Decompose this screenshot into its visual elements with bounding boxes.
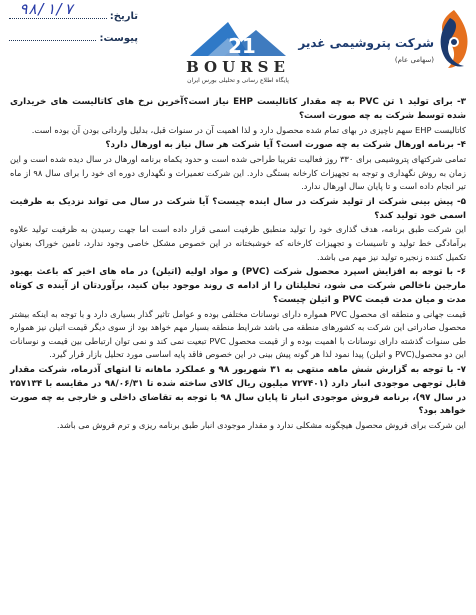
ghadir-logo-icon (436, 8, 472, 72)
answer-7: این شرکت برای فروش محصول هیچگونه مشکلی ندارد و مقدار موجودی انبار طبق برنامه ریزی و ترم فروش می باشد. (56, 420, 466, 431)
date-value: ۹۸/۱/۷ (19, 0, 74, 18)
question-4: ۴- برنامه اورهال شرکت به چه صورت است؟ آیا شرکت هر سال نیاز به اورهال دارد؟ (105, 140, 466, 151)
exchange-logo-word: BOURSE (186, 58, 290, 76)
answer-3: کاتالیست EHP سهم ناچیزی در بهای تمام شده محصول دارد و لذا اهمیت آن در سنوات قبل، بدلیل وارداتی بودن آن بوده است. (31, 124, 466, 135)
question-3: ۳- برای تولید ۱ تن PVC به چه مقدار کاتالیست EHP نیاز است؟آخرین نرخ های کاتالیست های خریداری شده توسط شرکت به چه صورت است؟ (10, 97, 466, 121)
question-7: ۷- با توجه به گزارش شش ماهه منتهی به ۳۱ شهریور ۹۸ و عملکرد ماهانه تا انتهای آذرماه، شرکت مقدار قابل توجهی موجودی انبار دارد (۷۲۷۴۰۱ میلیون ریال کالای ساخته شده تا ۹۸/۰۶/۳۱ در مقایسه با ۲۵۷۱۳۴ در سال ۹۷)، برنامه فروش موجودی انبار تا پایان سال ۹۸ با توجه به تقاضای داخلی و خارجی به چه صورت خواهد بود؟ (10, 364, 466, 417)
attachment-line (9, 26, 96, 41)
question-6: ۶- با توجه به افزایش اسپرد محصول شرکت (PVC) و مواد اولیه (اتیلن) در ماه های اخیر که باعث بهبود مارجین ناخالص شرکت می شود، تحلیلتان را از ادامه ی روند موجود بیان کنید، برآوردتان از آینده ی کوتاه مدت و میان مدت قیمت PVC و اتیلن چیست؟ (10, 267, 467, 305)
letter-meta (6, 0, 138, 48)
answer-6: قیمت جهانی و منطقه ای محصول PVC همواره دارای نوسانات مختلفی بوده و عوامل تاثیر گذار بسیاری دارد و با توجه به اینکه بیشتر محصول صادراتی این شرکت به کشورهای منطقه می باشد شرایط منطقه بسیار مهم خواهد بود از سوی دیگر قیمت اتیلن نیز همواره طی سنوات گذشته دارای نوسانات با اهمیت بوده و از قیمت محصول PVC تبعیت نمی کند و نمی توان ارتباطی بین قیمت و نوسانات این دو محصول(PVC و اتیلن) پیدا نمود لذا هر گونه پیش بینی در این خصوص فاقد پایه اساسی مورد تحلیل بازار قرار گیرد. (10, 308, 466, 360)
attachment-row (6, 26, 138, 48)
exchange-logo-number: 21 (228, 34, 256, 58)
exchange-logo (150, 20, 326, 90)
attachment-label: پیوست: (99, 33, 138, 44)
company-block (298, 6, 474, 86)
date-label: تاریخ: (109, 11, 138, 22)
answer-5: این شرکت طبق برنامه، هدف گذاری خود را تولید منطبق ظرفیت اسمی قرار داده است اما جهت رسیدن به ظرفیت تولید علاوه برآمادگی خط تولید و تاسیسات و تجهیزات کارخانه که خوشبختانه در این خصوص مشکل خاصی وجود ندارد، تامین خوراک بعنوان تکمیل کننده زنجیره تولید نیز مهم می باشد. (10, 224, 466, 262)
question-5: ۵- پیش بینی شرکت از تولید شرکت در سال اینده چیست؟ آیا شرکت در سال می تواند نزدیک به ظرفیت اسمی خود تولید کند؟ (10, 196, 466, 221)
answer-4: تمامی شرکتهای پتروشیمی برای ۳۳۰ روز فعالیت تقریبا طراحی شده است و حدود یکماه برنامه اورهال در سال دیده شده است و این زمان به روش نگهداری و توجه به تجهیزات کارخانه بستگی دارد. این شرکت تعمیرات و نگهداری دوره ای خود را برای سال ۹۸ از ماه تیر انجام داده است و تا پایان سال اورهال ندارد. (10, 153, 467, 192)
letterhead (0, 0, 476, 96)
qa-content (10, 96, 466, 435)
exchange-logo-subtitle: پایگاه اطلاع رسانی و تحلیلی بورس ایران (187, 77, 289, 84)
date-row (6, 0, 138, 26)
company-type: (سهامی عام) (394, 56, 434, 64)
date-line (9, 0, 107, 19)
company-name: شرکت پتروشیمی غدیر (298, 36, 434, 50)
exchange-logo-icon (188, 20, 288, 60)
